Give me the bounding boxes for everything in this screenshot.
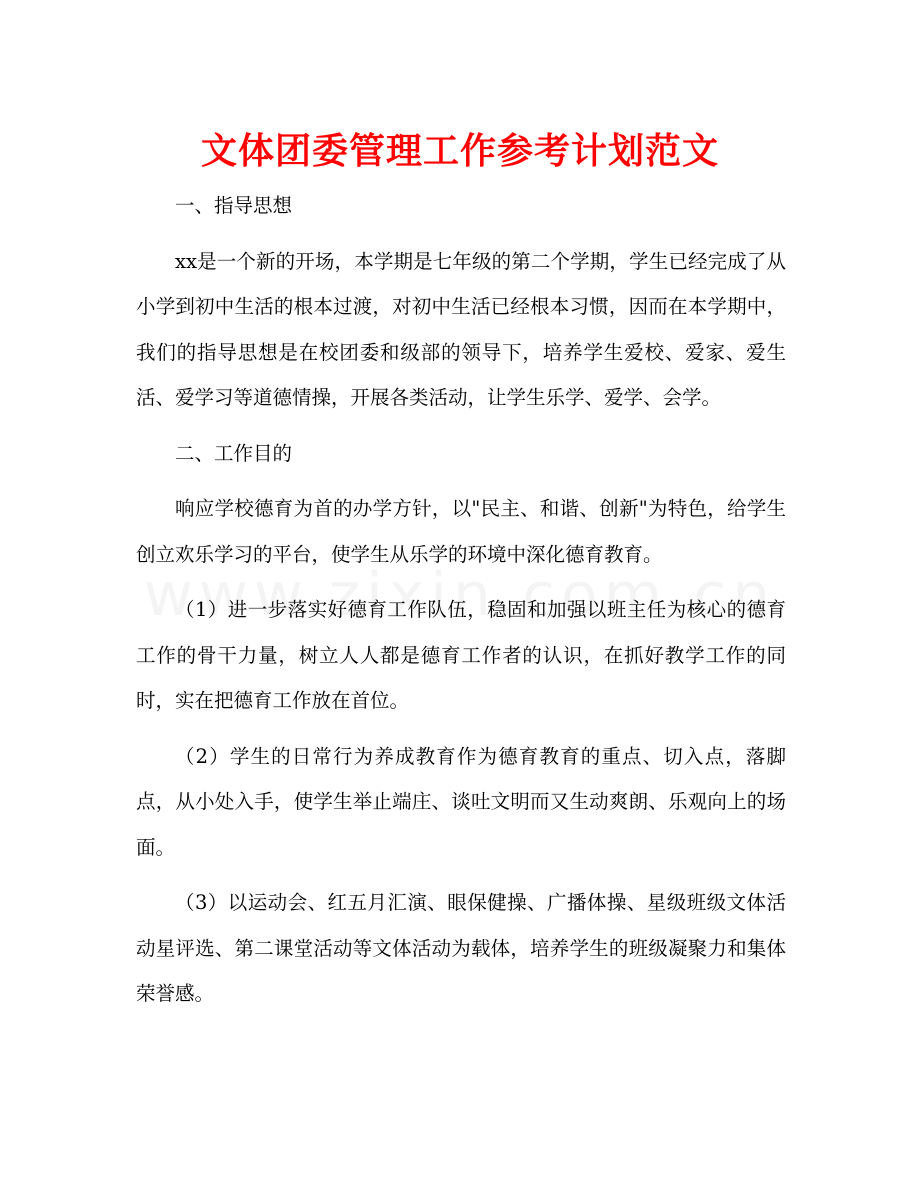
paragraph-work-goals: 响应学校德育为首的办学方针，以"民主、和谐、创新"为特色，给学生创立欢乐学习的平台，使学生从乐学的环境中深化德育教育。 <box>136 497 786 566</box>
section-heading-guiding-thought: 一、指导思想 <box>175 194 293 217</box>
document-body <box>136 183 786 1027</box>
list-item-2: （2）学生的日常行为养成教育作为德育教育的重点、切入点，落脚点，从小处入手，使学生举止端庄、谈吐文明而又生动爽朗、乐观向上的场面。 <box>136 744 786 859</box>
list-item-1: （1）进一步落实好德育工作队伍，稳固和加强以班主任为核心的德育工作的骨干力量，树立人人都是德育工作者的认识，在抓好教学工作的同时，实在把德育工作放在首位。 <box>136 598 786 712</box>
paragraph-guiding-thought: xx是一个新的开场，本学期是七年级的第二个学期，学生已经完成了从小学到初中生活的根本过渡，对初中生活已经根本习惯，因而在本学期中，我们的指导思想是在校团委和级部的领导下，培养学生爱校、爱家、爱生活、爱学习等道德情操，开展各类活动，让学生乐学、爱学、会学。 <box>136 249 786 409</box>
list-item-3: （3）以运动会、红五月汇演、眼保健操、广播体操、星级班级文体活动星评选、第二课堂活动等文体活动为载体，培养学生的班级凝聚力和集体荣誉感。 <box>136 891 786 1005</box>
document-title: 文体团委管理工作参考计划范文 <box>200 131 719 172</box>
section-heading-work-goals: 二、工作目的 <box>175 441 293 465</box>
